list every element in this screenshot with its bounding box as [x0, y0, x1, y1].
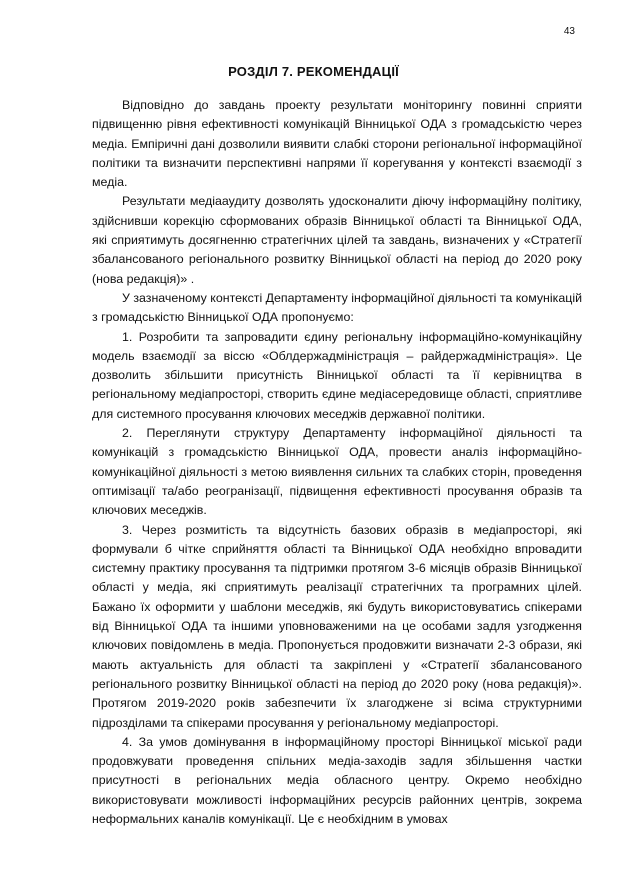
paragraph-proposals-intro: У зазначеному контексті Департаменту інформаційної діяльності та комунікацій з громадськістю Вінницької ОДА пропонуємо: — [92, 290, 582, 325]
recommendation-2: 2. Переглянути структуру Департаменту інформаційної діяльності та комунікацій з громадськістю Вінницької ОДА, провести аналіз інформаційно-комунікаційної діяльності з метою виявлення сильних та слабких сторін, проведення оптимізації та/або реогранізації, підвищення ефективності просування образів та ключових меседжів. — [92, 426, 582, 518]
paragraph-intro: Відповідно до завдань проекту результати моніторингу повинні сприяти підвищенню рівня ефективності комунікацій Вінницької ОДА з громадськістю через медіа. Емпіричні дані дозволили виявити слабкі сторони регіональної інформаційної політики та визначити перспективні напрями її корегування у контексті взаємодії з медіа. — [92, 98, 582, 190]
page-number: 43 — [563, 26, 575, 37]
recommendation-1: 1. Розробити та запровадити єдину регіональну інформаційно-комунікаційну модель взаємодії за віссю «Облдержадміністрація – райдержадміністрація». Це дозволить збільшити присутність Вінницької області та її керівництва в регіональному медіапросторі, створить єдине медіасередовище області, сприятливе для системного просування ключових меседжів державної політики. — [92, 329, 582, 421]
recommendation-4: 4. За умов домінування в інформаційному просторі Вінницької міської ради продовжувати проведення спільних медіа-заходів задля збільшення частки присутності в регіональних медіа обласного центру. Окремо необхідно використовувати можливості інформаційних ресурсів районних центрів, зокрема неформальних каналів комунікації. Це є необхідним в умовах — [92, 734, 582, 826]
paragraph-media-audit: Результати медіааудиту дозволять удосконалити діючу інформаційну політику, здійснивши корекцію сформованих образів Вінницької області та Вінницької ОДА, які сприятимуть досягненню стратегічних цілей та завдань, визначених у «Стратегії збалансованого регіонального розвитку Вінницької області на період до 2020 року (нова редакція)» . — [92, 194, 582, 286]
body-text — [92, 96, 582, 829]
recommendation-3: 3. Через розмитість та відсутність базових образів в медіапросторі, які формували б чітке сприйняття області та Вінницької ОДА необхідно впровадити системну практику просування та підтримки протягом 3-6 місяців образів Вінницької області у медіа, які сприятимуть реалізації стратегічних та програмних цілей. Бажано їх оформити у шаблони меседжів, які будуть використовуватись спікерами від Вінницької ОДА та іншими уповноваженими на це особами задля узгодження ключових повідомлень в медіа. Пропонується продовжити визначати 2-3 образи, які мають актуальність для області та закріплені у «Стратегії збалансованого регіонального розвитку Вінницької області на період до 2020 року (нова редакція)». Протягом 2019-2020 років забезпечити їх злагоджене зі всіма структурними підрозділами та спікерами просування у регіональному медіапросторі. — [92, 522, 582, 730]
section-heading: РОЗДІЛ 7. РЕКОМЕНДАЦІЇ — [228, 64, 399, 79]
